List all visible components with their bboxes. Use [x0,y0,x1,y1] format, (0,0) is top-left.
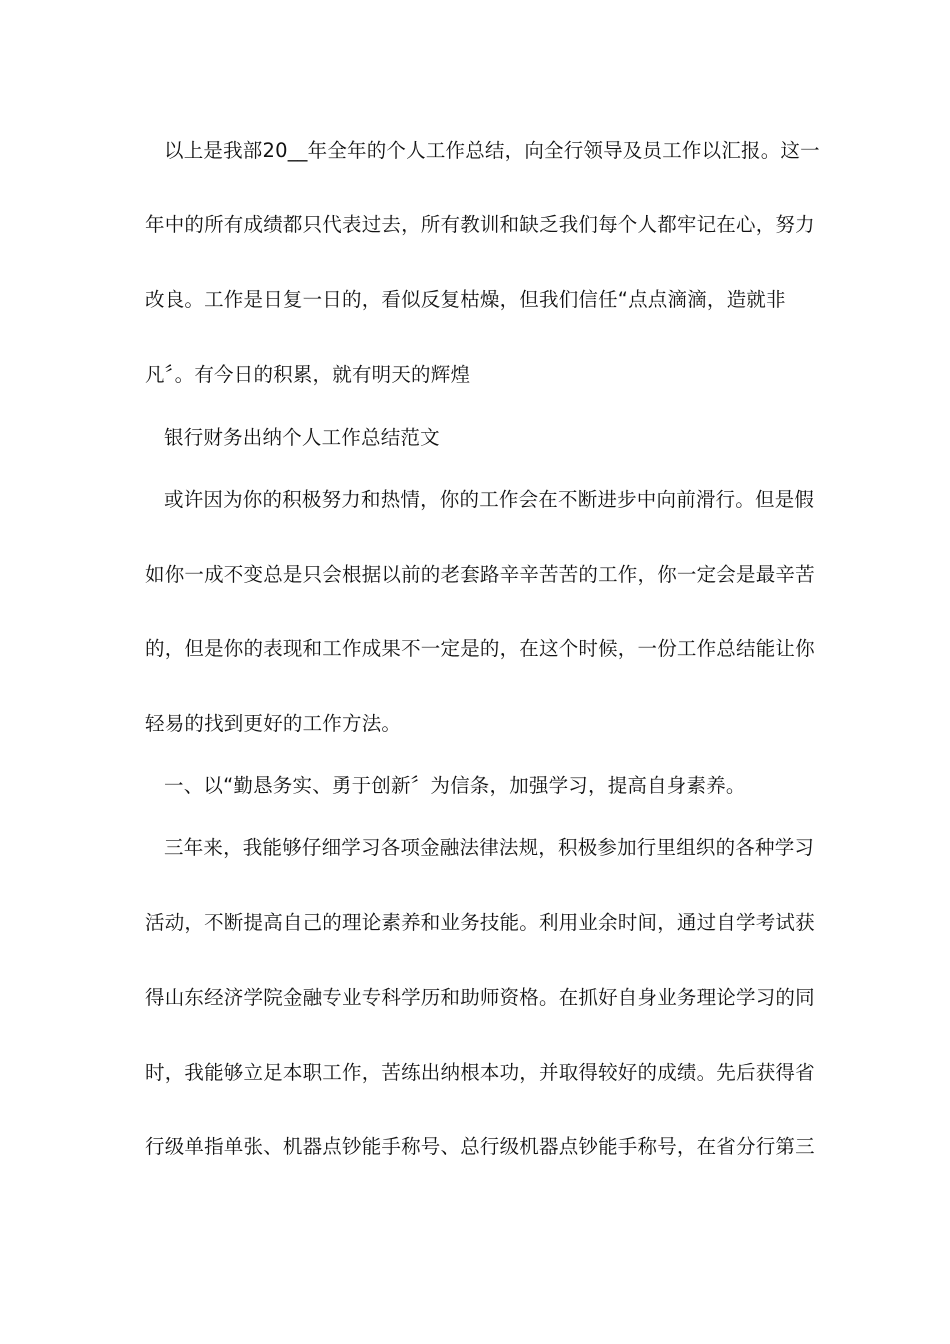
paragraph-line: 的，但是你的表现和工作成果不一定是的，在这个时候，一份工作总结能让你 [145,637,815,660]
paragraph-line: 行级单指单张、机器点钞能手称号、总行级机器点钞能手称号，在省分行第三 [145,1135,815,1158]
paragraph-line: 凡〞。有今日的积累，就有明天的辉煌 [145,363,471,386]
paragraph-line: 轻易的找到更好的工作方法。 [145,712,402,735]
section-title: 银行财务出纳个人工作总结范文 [164,426,440,449]
paragraph-line: 得山东经济学院金融专业专科学历和助师资格。在抓好自身业务理论学习的同 [145,986,815,1009]
paragraph-line: 如你一成不变总是只会根据以前的老套路辛辛苦苦的工作，你一定会是最辛苦 [145,563,815,586]
paragraph-line: 三年来，我能够仔细学习各项金融法律法规，积极参加行里组织的各种学习 [164,836,815,859]
paragraph-line: 活动，不断提高自己的理论素养和业务技能。利用业余时间，通过自学考试获 [145,911,815,934]
paragraph-line: 时，我能够立足本职工作，苦练出纳根本功，并取得较好的成绩。先后获得省 [145,1061,815,1084]
paragraph-line: 或许因为你的积极努力和热情，你的工作会在不断进步中向前滑行。但是假 [164,488,815,511]
paragraph-line: 以上是我部20__年全年的个人工作总结，向全行领导及员工作以汇报。这一 [164,139,820,162]
paragraph-line: 年中的所有成绩都只代表过去，所有教训和缺乏我们每个人都牢记在心，努力 [145,213,815,236]
paragraph-line: 改良。工作是日复一日的，看似反复枯燥，但我们信任“点点滴滴，造就非 [145,288,786,311]
heading-line: 一、以“勤恳务实、勇于创新〞为信条，加强学习，提高自身素养。 [164,774,746,797]
